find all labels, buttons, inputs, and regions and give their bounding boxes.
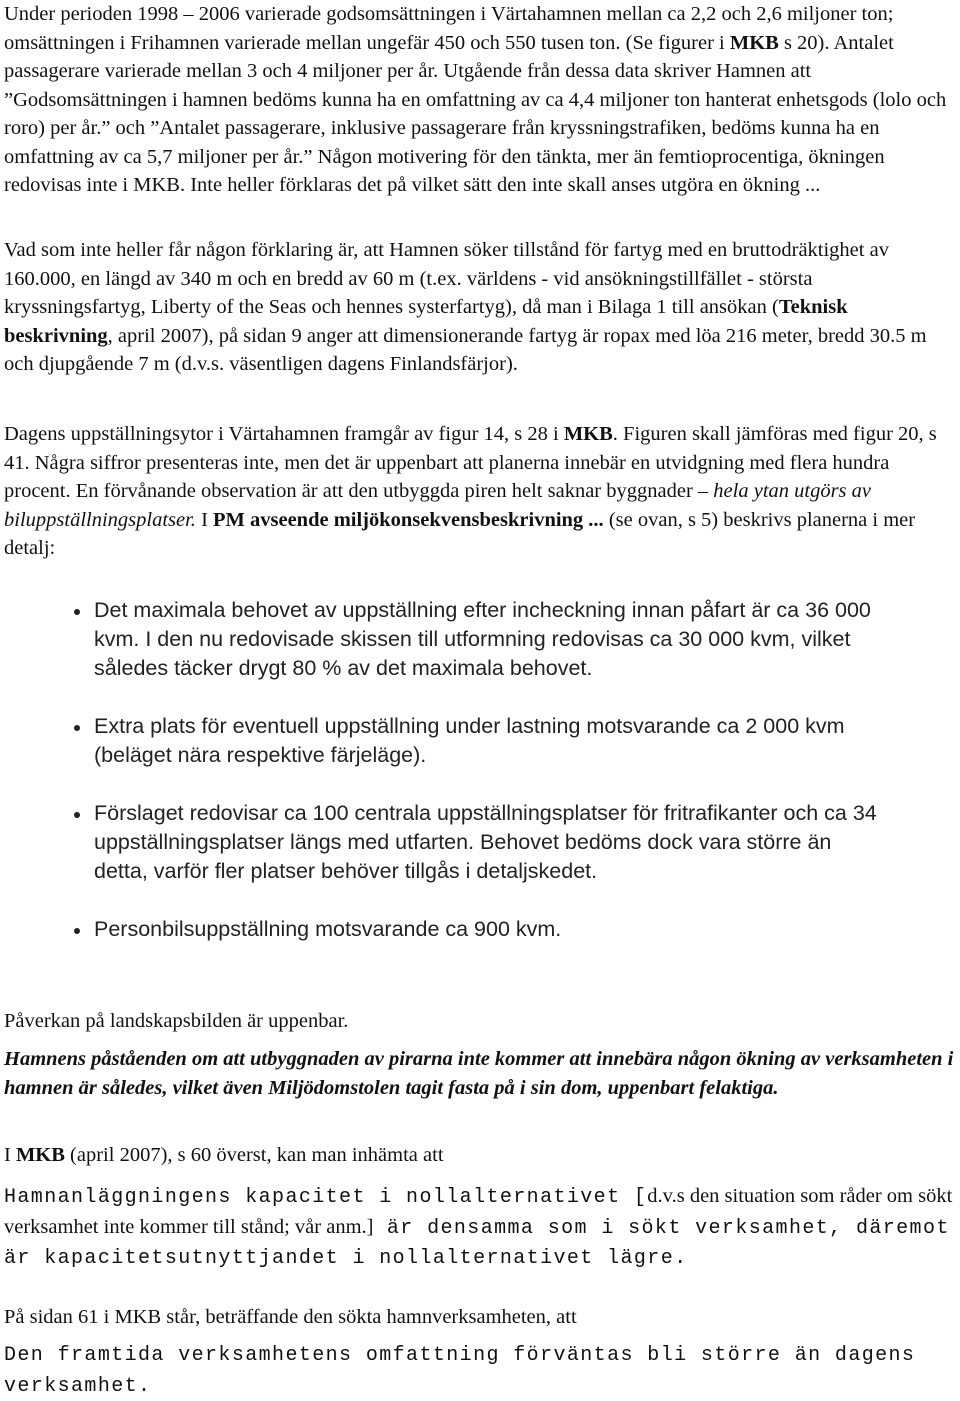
quote-capacity	[4, 1182, 956, 1274]
bullet-icon	[74, 812, 80, 818]
technical-description-reference: Teknisk beskrivning	[4, 296, 848, 347]
mkb-reference: MKB	[729, 31, 779, 54]
mkb-reference: MKB	[563, 423, 613, 445]
text-span: I	[4, 1144, 16, 1166]
text-span: . Figuren skall jämföras med figur 20, s 41. Några siffror presenteras inte, men det är uppenbart att planerna innebär en utvidgning med flera hundra procent. En förvånande observation är att den utbyggda piren helt saknar byggnader –	[4, 423, 937, 502]
text-span: Påverkan på landskapsbilden är uppenbar.	[4, 1010, 349, 1032]
list-item-text: Det maximala behovet av uppställning efter incheckning innan påfart är ca 36 000 kvm. I den nu redovisade skissen till utformning redovisas ca 30 000 kvm, vilket således täcker drygt 80 % av det maximala behovet.	[94, 598, 871, 680]
text-span: (april 2007), s 60 överst, kan man inhämta att	[64, 1144, 444, 1166]
text-span: I	[195, 508, 214, 531]
text-span: Under perioden 1998 – 2006 varierade godsomsättningen i Värtahamnen mellan ca 2,2 och 2,6 miljoner ton; omsättningen i Frihamnen varierade mellan ungefär 450 och 550 tusen ton. (Se figurer i	[4, 3, 894, 54]
text-span: Hamnens påståenden om att utbyggnaden av pirarna inte kommer att innebära någon ökning av verksamheten i hamnen är således, vilket även Miljödomstolen tagit fasta på i sin dom, uppenbart felaktiga.	[4, 1048, 954, 1099]
bullet-icon	[74, 928, 80, 934]
italic-emphasis: hela ytan utgörs av biluppställningsplatser.	[4, 480, 872, 531]
paragraph-parking-areas	[4, 420, 956, 563]
list-item	[70, 596, 880, 683]
list-item-text: Personbilsuppställning motsvarande ca 900 kvm.	[94, 917, 562, 941]
list-item	[70, 915, 880, 944]
paragraph-ship-dimensions	[4, 236, 956, 379]
bullet-icon	[74, 609, 80, 615]
paragraph-mkb-page-60	[4, 1141, 956, 1170]
text-span: Dagens uppställningsytor i Värtahamnen framgår av figur 14, s 28 i	[4, 423, 564, 445]
mkb-reference: MKB	[15, 1144, 65, 1166]
list-item-text: Förslaget redovisar ca 100 centrala uppställningsplatser för fritrafikanter och ca 34 uppställningsplatser längs med utfarten. Behovet bedöms dock vara större än detta, varför fler platser behöver tillgås i detaljskedet.	[94, 801, 877, 883]
list-item	[70, 799, 880, 886]
text-span: , april 2007), på sidan 9 anger att dimensionerande fartyg är ropax med löa 216 meter, bredd 30.5 m och djupgående 7 m (d.v.s. väsentligen dagens Finlandsfärjor).	[4, 324, 927, 375]
quote-text: Den framtida verksamhetens omfattning förväntas bli större än dagens verksamhet.	[4, 1344, 916, 1398]
text-span: På sidan 61 i MKB står, beträffande den sökta hamnverksamheten, att	[4, 1306, 577, 1328]
text-span: Vad som inte heller får någon förklaring är, att Hamnen söker tillstånd för fartyg med en bruttodräktighet av 160.000, en längd av 340 m och en bredd av 60 m (t.ex. världens - vid ansökningstillfället - största kryssningsfartyg, Liberty of the Seas och hennes systerfartyg), då man i Bilaga 1 till ansökan (	[4, 239, 889, 318]
list-item	[70, 712, 880, 770]
editor-note: d.v.s den situation som råder om sökt verksamhet inte kommer till stånd; vår anm.]	[4, 1185, 953, 1238]
quote-text: Hamnanläggningens kapacitet i nollalternativet [	[4, 1186, 648, 1209]
text-span: s 20). Antalet passagerare varierade mellan 3 och 4 miljoner per år. Utgående från dessa data skriver Hamnen att ”Godsomsättningen i hamnen bedöms kunna ha en omfattning av ca 4,4 miljoner ton hanterat enhetsgods (lolo och roro) per år.” och ”Antalet passagerare, inklusive passagerare från kryssningstrafiken, bedöms kunna ha en omfattning av ca 5,7 miljoner per år.” Någon motivering för den tänkta, mer än femtioprocentiga, ökningen redovisas inte i MKB. Inte heller förklaras det på vilket sätt den inte skall anses utgöra en ökning ...	[4, 31, 947, 196]
paragraph-mkb-page-61	[4, 1303, 956, 1332]
paragraph-landscape	[4, 1007, 956, 1036]
text-span: (se ovan, s 5) beskrivs planerna i mer detalj:	[4, 508, 916, 559]
bullet-icon	[74, 725, 80, 731]
paragraph-conclusion	[4, 1045, 956, 1102]
list-item-text: Extra plats för eventuell uppställning under lastning motsvarande ca 2 000 kvm (beläget nära respektive färjeläge).	[94, 714, 845, 767]
quoted-bullet-list	[70, 596, 880, 944]
pm-reference: PM avseende miljökonsekvensbeskrivning ...	[213, 508, 604, 531]
paragraph-port-volumes	[4, 0, 956, 200]
quote-text: är densamma som i sökt verksamhet, däremot är kapacitetsutnyttjandet i nollalternativet lägre.	[4, 1216, 950, 1270]
